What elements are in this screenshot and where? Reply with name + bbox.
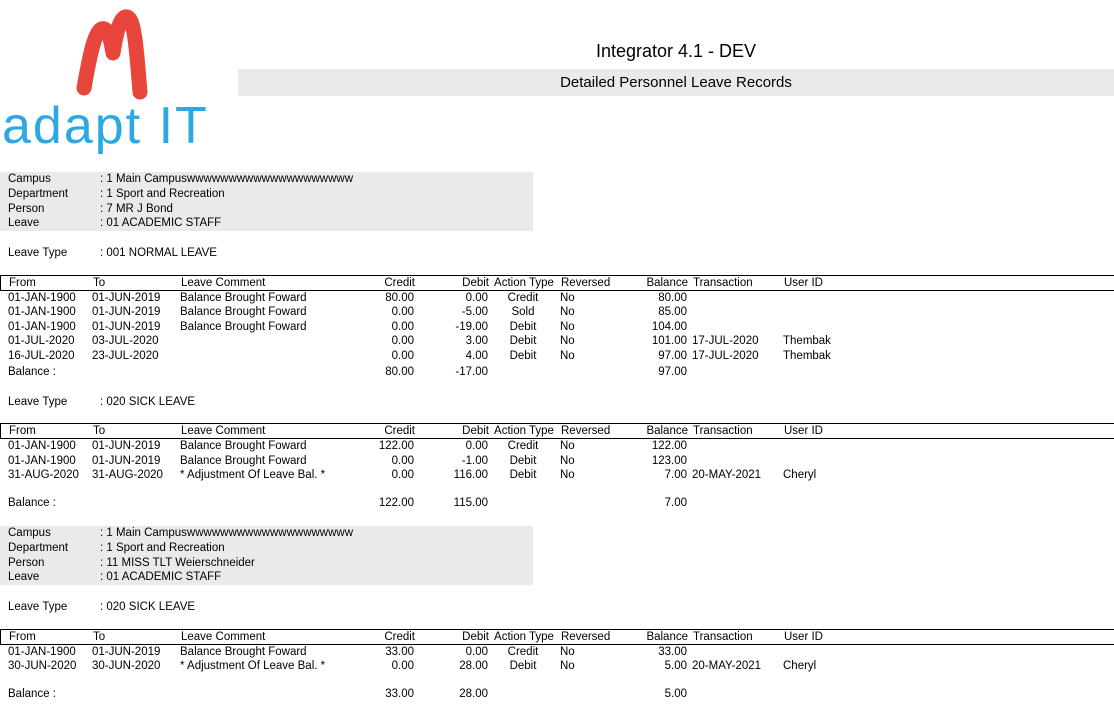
adaptit-logo-icon xyxy=(74,6,152,106)
cell-credit: 0.00 xyxy=(391,469,414,481)
col-header-action-type: Action Type xyxy=(494,425,554,437)
cell-user-id xyxy=(778,305,1114,320)
cell-from: 01-JAN-1900 xyxy=(8,454,76,467)
col-header-balance: Balance xyxy=(646,630,688,643)
info-label-campus: Campus xyxy=(8,173,51,185)
col-header-credit: Credit xyxy=(384,425,415,437)
cell-balance: 80.00 xyxy=(658,291,687,304)
info-row xyxy=(0,556,533,571)
cell-from: 01-JAN-1900 xyxy=(8,645,76,658)
cell-user-id xyxy=(778,291,1114,306)
balance-debit: -17.00 xyxy=(455,366,488,378)
col-header-debit: Debit xyxy=(462,425,489,437)
leave-record-row xyxy=(0,454,1114,469)
leave-type-label: Leave Type xyxy=(8,601,68,613)
col-header-from: From xyxy=(9,276,36,289)
cell-from: 01-JAN-1900 xyxy=(8,440,76,452)
info-row xyxy=(0,187,533,202)
info-row xyxy=(0,216,533,231)
cell-action-type: Debit xyxy=(509,469,537,481)
cell-leave-comment xyxy=(180,349,330,364)
cell-balance: 104.00 xyxy=(651,320,687,333)
cell-user-id: Thembak xyxy=(783,335,831,347)
balance-debit: 115.00 xyxy=(453,496,488,509)
cell-transaction xyxy=(687,439,778,454)
cell-leave-comment: Balance Brought Foward xyxy=(180,454,307,467)
cell-transaction xyxy=(687,454,778,469)
leave-type-value: : 020 SICK LEAVE xyxy=(100,601,196,613)
info-label-person: Person xyxy=(8,556,45,569)
cell-balance: 122.00 xyxy=(651,440,687,452)
cell-reversed: No xyxy=(560,440,575,452)
person-info-block xyxy=(0,172,533,231)
cell-reversed: No xyxy=(560,645,575,658)
cell-from: 31-AUG-2020 xyxy=(8,469,79,481)
cell-balance: 33.00 xyxy=(658,645,687,658)
cell-debit: 116.00 xyxy=(453,469,488,481)
cell-to: 01-JUN-2019 xyxy=(92,306,161,318)
cell-reversed: No xyxy=(560,454,575,467)
cell-debit: 0.00 xyxy=(465,440,488,452)
col-header-debit: Debit xyxy=(462,276,489,289)
info-value-person: : 11 MISS TLT Weierschneider xyxy=(100,556,255,569)
col-header-reversed: Reversed xyxy=(561,425,611,437)
info-row xyxy=(0,202,533,217)
cell-balance: 7.00 xyxy=(664,469,687,481)
leave-table-header xyxy=(0,629,1114,645)
cell-balance: 85.00 xyxy=(658,306,687,318)
cell-user-id xyxy=(778,454,1114,469)
col-header-leave-comment: Leave Comment xyxy=(181,276,266,289)
info-value-department: : 1 Sport and Recreation xyxy=(100,541,225,554)
cell-reversed: No xyxy=(560,469,575,481)
cell-transaction: 17-JUL-2020 xyxy=(692,349,759,362)
col-header-leave-comment: Leave Comment xyxy=(181,425,266,437)
col-header-transaction: Transaction xyxy=(693,425,753,437)
cell-leave-comment: Balance Brought Foward xyxy=(180,306,307,318)
cell-user-id xyxy=(778,439,1114,454)
balance-total: 97.00 xyxy=(658,366,687,378)
info-row xyxy=(0,541,533,556)
leave-table-header xyxy=(0,423,1114,439)
cell-transaction xyxy=(687,320,778,335)
cell-transaction: 17-JUL-2020 xyxy=(692,335,759,347)
cell-reversed: No xyxy=(560,320,575,333)
info-value-person: : 7 MR J Bond xyxy=(100,202,173,215)
col-header-credit: Credit xyxy=(384,276,415,289)
leave-record-row xyxy=(0,334,1114,349)
col-header-credit: Credit xyxy=(384,630,415,643)
cell-credit: 0.00 xyxy=(391,335,414,347)
leave-record-row xyxy=(0,305,1114,320)
cell-to: 30-JUN-2020 xyxy=(92,660,161,672)
cell-debit: -5.00 xyxy=(461,306,488,318)
leave-type-value: : 001 NORMAL LEAVE xyxy=(100,247,217,259)
col-header-balance: Balance xyxy=(646,276,688,289)
cell-action-type: Debit xyxy=(509,349,537,362)
leave-record-row xyxy=(0,659,1114,674)
cell-balance: 97.00 xyxy=(658,349,687,362)
col-header-action-type: Action Type xyxy=(494,276,554,289)
leave-record-row xyxy=(0,645,1114,660)
cell-leave-comment: * Adjustment Of Leave Bal. * xyxy=(180,660,326,672)
cell-reversed: No xyxy=(560,660,575,672)
person-info-block xyxy=(0,526,533,585)
balance-total: 5.00 xyxy=(664,687,687,700)
col-header-leave-comment: Leave Comment xyxy=(181,630,266,643)
leave-type-value: : 020 SICK LEAVE xyxy=(100,395,196,408)
cell-from: 16-JUL-2020 xyxy=(8,349,75,362)
cell-to: 03-JUL-2020 xyxy=(92,335,159,347)
leave-record-row xyxy=(0,291,1114,306)
cell-reversed: No xyxy=(560,335,575,347)
balance-debit: 28.00 xyxy=(459,687,488,700)
leave-type-row xyxy=(0,600,1114,615)
col-header-from: From xyxy=(9,425,36,437)
cell-balance: 101.00 xyxy=(651,335,687,347)
cell-action-type: Debit xyxy=(509,454,537,467)
info-label-department: Department xyxy=(8,541,69,554)
cell-transaction: 20-MAY-2021 xyxy=(692,660,762,672)
col-header-to: To xyxy=(93,276,106,289)
logo-wordmark: adapt IT xyxy=(2,97,209,155)
cell-reversed: No xyxy=(560,291,575,304)
cell-to: 31-AUG-2020 xyxy=(92,469,163,481)
cell-user-id xyxy=(778,320,1114,335)
col-header-from: From xyxy=(9,630,36,643)
cell-user-id: Cheryl xyxy=(783,469,817,481)
cell-debit: 3.00 xyxy=(465,335,488,347)
cell-to: 01-JUN-2019 xyxy=(92,291,161,304)
leave-record-row xyxy=(0,468,1114,483)
info-row xyxy=(0,172,533,187)
info-value-campus: : 1 Main Campuswwwwwwwwwwwwwwwwwwww xyxy=(100,173,354,185)
cell-leave-comment xyxy=(180,334,330,349)
cell-credit: 0.00 xyxy=(391,660,414,672)
cell-transaction xyxy=(687,305,778,320)
cell-transaction xyxy=(687,291,778,306)
info-value-campus: : 1 Main Campuswwwwwwwwwwwwwwwwwwww xyxy=(100,527,354,539)
cell-reversed: No xyxy=(560,349,575,362)
leave-record-row xyxy=(0,349,1114,364)
app-title: Integrator 4.1 - DEV xyxy=(595,41,757,61)
info-value-leave: : 01 ACADEMIC STAFF xyxy=(100,217,222,230)
cell-debit: 0.00 xyxy=(465,645,488,658)
cell-action-type: Credit xyxy=(507,291,539,304)
report-title-bar xyxy=(238,69,1114,96)
balance-label: Balance : xyxy=(8,687,56,700)
cell-from: 01-JAN-1900 xyxy=(8,320,76,333)
info-label-leave: Leave xyxy=(8,571,40,584)
col-header-balance: Balance xyxy=(646,425,688,437)
leave-type-row xyxy=(0,395,1114,410)
info-label-campus: Campus xyxy=(8,527,51,539)
balance-row xyxy=(0,687,1114,702)
col-header-user-id: User ID xyxy=(784,425,823,437)
cell-reversed: No xyxy=(560,306,575,318)
col-header-user-id: User ID xyxy=(784,630,823,643)
cell-from: 30-JUN-2020 xyxy=(8,660,77,672)
balance-label: Balance : xyxy=(8,496,56,509)
cell-from: 01-JAN-1900 xyxy=(8,306,76,318)
cell-to: 01-JUN-2019 xyxy=(92,454,161,467)
cell-balance: 5.00 xyxy=(664,660,687,672)
leave-type-label: Leave Type xyxy=(8,395,68,408)
info-label-person: Person xyxy=(8,202,45,215)
balance-row xyxy=(0,496,1114,511)
cell-credit: 0.00 xyxy=(391,454,414,467)
col-header-transaction: Transaction xyxy=(693,630,753,643)
cell-debit: 4.00 xyxy=(465,349,488,362)
cell-user-id: Thembak xyxy=(783,349,831,362)
info-label-department: Department xyxy=(8,187,69,200)
info-row xyxy=(0,526,533,541)
cell-from: 01-JUL-2020 xyxy=(8,335,75,347)
col-header-reversed: Reversed xyxy=(561,276,611,289)
report-body xyxy=(0,172,1114,701)
leave-type-label: Leave Type xyxy=(8,247,68,259)
cell-credit: 0.00 xyxy=(391,349,414,362)
leave-record-row xyxy=(0,439,1114,454)
cell-to: 23-JUL-2020 xyxy=(92,349,159,362)
cell-to: 01-JUN-2019 xyxy=(92,320,161,333)
cell-leave-comment: Balance Brought Foward xyxy=(180,291,307,304)
cell-to: 01-JUN-2019 xyxy=(92,440,161,452)
cell-debit: 28.00 xyxy=(459,660,488,672)
cell-user-id: Cheryl xyxy=(783,660,817,672)
cell-leave-comment: Balance Brought Foward xyxy=(180,320,307,333)
balance-credit: 33.00 xyxy=(385,687,414,700)
cell-to: 01-JUN-2019 xyxy=(92,645,161,658)
col-header-user-id: User ID xyxy=(784,276,823,289)
balance-credit: 122.00 xyxy=(378,496,414,509)
leave-table-header xyxy=(0,275,1114,291)
balance-credit: 80.00 xyxy=(385,366,414,378)
cell-action-type: Debit xyxy=(509,335,537,347)
info-row xyxy=(0,570,533,585)
cell-credit: 0.00 xyxy=(391,306,414,318)
cell-transaction: 20-MAY-2021 xyxy=(692,469,762,481)
cell-credit: 33.00 xyxy=(385,645,414,658)
cell-from: 01-JAN-1900 xyxy=(8,291,76,304)
info-value-leave: : 01 ACADEMIC STAFF xyxy=(100,571,222,584)
col-header-debit: Debit xyxy=(462,630,489,643)
cell-user-id xyxy=(778,645,1114,660)
cell-credit: 0.00 xyxy=(391,320,414,333)
cell-action-type: Debit xyxy=(509,320,537,333)
cell-debit: -19.00 xyxy=(455,320,488,333)
cell-debit: -1.00 xyxy=(461,454,488,467)
col-header-action-type: Action Type xyxy=(494,630,554,643)
info-value-department: : 1 Sport and Recreation xyxy=(100,187,225,200)
cell-debit: 0.00 xyxy=(465,291,488,304)
cell-credit: 80.00 xyxy=(385,291,414,304)
leave-type-row xyxy=(0,246,1114,261)
cell-action-type: Credit xyxy=(507,645,539,658)
balance-row xyxy=(0,365,1114,380)
col-header-reversed: Reversed xyxy=(561,630,611,643)
cell-action-type: Credit xyxy=(507,440,539,452)
cell-transaction xyxy=(687,645,778,660)
cell-credit: 122.00 xyxy=(378,440,414,452)
info-label-leave: Leave xyxy=(8,217,40,230)
col-header-to: To xyxy=(93,630,106,643)
cell-action-type: Sold xyxy=(511,306,535,318)
cell-leave-comment: * Adjustment Of Leave Bal. * xyxy=(180,469,326,481)
report-title: Detailed Personnel Leave Records xyxy=(560,74,792,91)
cell-action-type: Debit xyxy=(509,660,537,672)
cell-leave-comment: Balance Brought Foward xyxy=(180,440,307,452)
cell-balance: 123.00 xyxy=(651,454,687,467)
balance-label: Balance : xyxy=(8,366,56,378)
col-header-to: To xyxy=(93,425,106,437)
col-header-transaction: Transaction xyxy=(693,276,753,289)
cell-leave-comment: Balance Brought Foward xyxy=(180,645,307,658)
leave-record-row xyxy=(0,320,1114,335)
balance-total: 7.00 xyxy=(664,496,687,509)
